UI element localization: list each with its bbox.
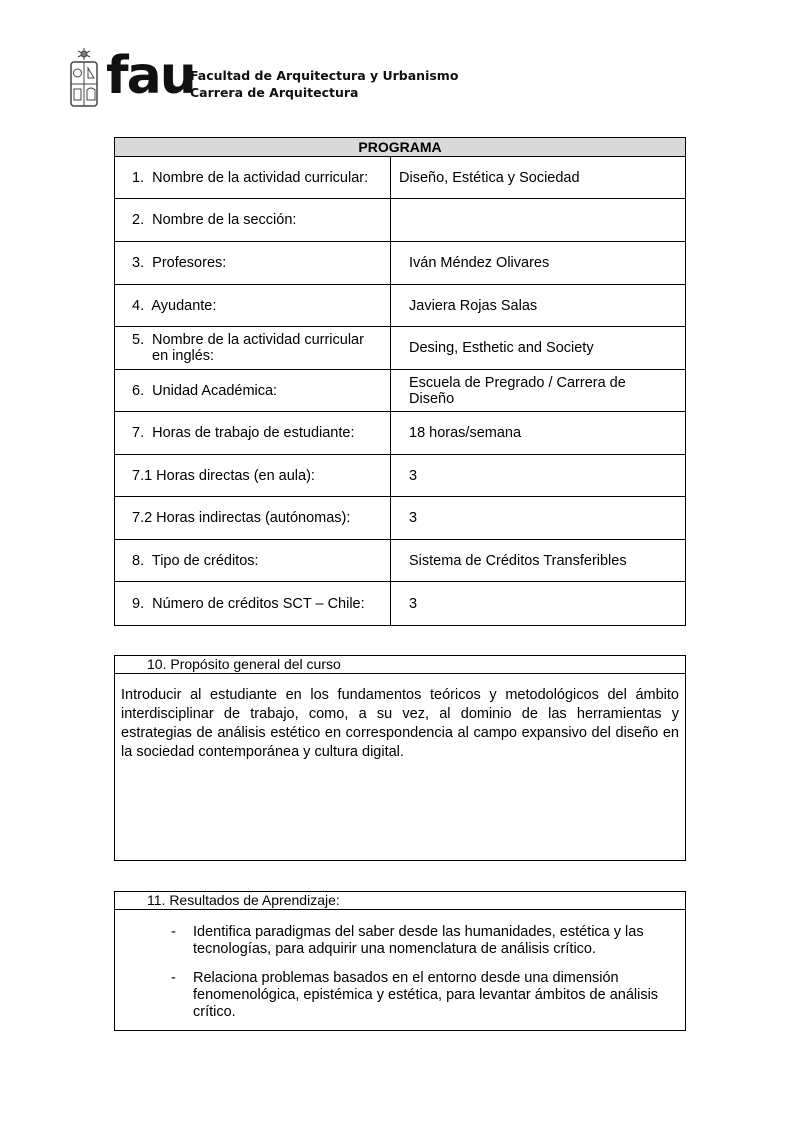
career-name: Carrera de Arquitectura: [190, 85, 359, 100]
bullet-dash: -: [171, 924, 176, 940]
list-item-text: Identifica paradigmas del saber desde las humanidades, estética y las tecnologías, para adquirir una nomenclatura de análisis crítico.: [193, 924, 644, 957]
row-value: Diseño, Estética y Sociedad: [399, 169, 580, 186]
table-row: [115, 497, 685, 540]
resultados-list: [115, 910, 685, 1021]
row-value: 3: [409, 510, 418, 526]
table-row: [115, 242, 685, 285]
row-value: Escuela de Pregrado / Carrera de Diseño: [409, 374, 626, 407]
list-item: [171, 970, 665, 1021]
row-value: [391, 199, 685, 241]
table-row: [115, 582, 685, 625]
bullet-dash: -: [171, 970, 176, 986]
table-row: [115, 327, 685, 370]
resultados-heading: 11. Resultados de Aprendizaje:: [115, 892, 685, 910]
header-subtitle: [190, 67, 458, 101]
table-row: [115, 199, 685, 242]
row-label: 8. Tipo de créditos:: [115, 540, 391, 581]
row-value: Iván Méndez Olivares: [409, 255, 550, 271]
row-label: 2. Nombre de la sección:: [115, 199, 391, 241]
table-row: [115, 370, 685, 412]
university-seal-icon: [68, 46, 100, 110]
row-label: 7.1 Horas directas (en aula):: [115, 455, 391, 496]
proposito-text: Introducir al estudiante en los fundamentos teóricos y metodológicos del ámbito interdisciplinar de trabajo, como, a su vez, al dominio de las herramientas y estrategias de análisis estético en correspondencia al campo expansivo del diseño en la sociedad contemporánea y cultura digital.: [121, 687, 679, 760]
row-value: Sistema de Créditos Transferibles: [409, 552, 627, 569]
programa-table: [114, 137, 686, 626]
row-label: 6. Unidad Académica:: [115, 370, 391, 411]
row-label: 3. Profesores:: [115, 242, 391, 284]
table-row: [115, 455, 685, 497]
row-label: 7. Horas de trabajo de estudiante:: [115, 412, 391, 454]
row-number: 5.: [132, 332, 145, 348]
row-label: [115, 327, 391, 369]
row-value: 3: [409, 467, 418, 484]
proposito-heading: 10. Propósito general del curso: [115, 656, 685, 674]
resultados-section: [114, 891, 686, 1031]
row-value: 3: [409, 595, 418, 612]
row-label: 7.2 Horas indirectas (autónomas):: [115, 497, 391, 539]
row-value: Javiera Rojas Salas: [409, 297, 538, 314]
row-label: 4. Ayudante:: [115, 285, 391, 326]
table-row: [115, 157, 685, 199]
row-label-text: Nombre de la actividad curricular en inglés:: [152, 332, 364, 364]
proposito-section: [114, 655, 686, 861]
faculty-name: Facultad de Arquitectura y Urbanismo: [190, 68, 459, 83]
list-item-text: Relaciona problemas basados en el entorno desde una dimensión fenomenológica, epistémica y estética, para levantar ámbitos de análisis crítico.: [193, 970, 659, 1020]
fau-logo-wordmark: fau: [106, 46, 195, 106]
row-label: 1. Nombre de la actividad curricular:: [115, 157, 391, 198]
row-label: 9. Número de créditos SCT – Chile:: [115, 582, 391, 625]
table-row: [115, 540, 685, 582]
row-value: 18 horas/semana: [409, 425, 522, 441]
list-item: [171, 924, 665, 958]
table-row: [115, 412, 685, 455]
table-row: [115, 285, 685, 327]
programa-title: PROGRAMA: [115, 138, 685, 157]
row-value: Desing, Esthetic and Society: [409, 340, 594, 356]
